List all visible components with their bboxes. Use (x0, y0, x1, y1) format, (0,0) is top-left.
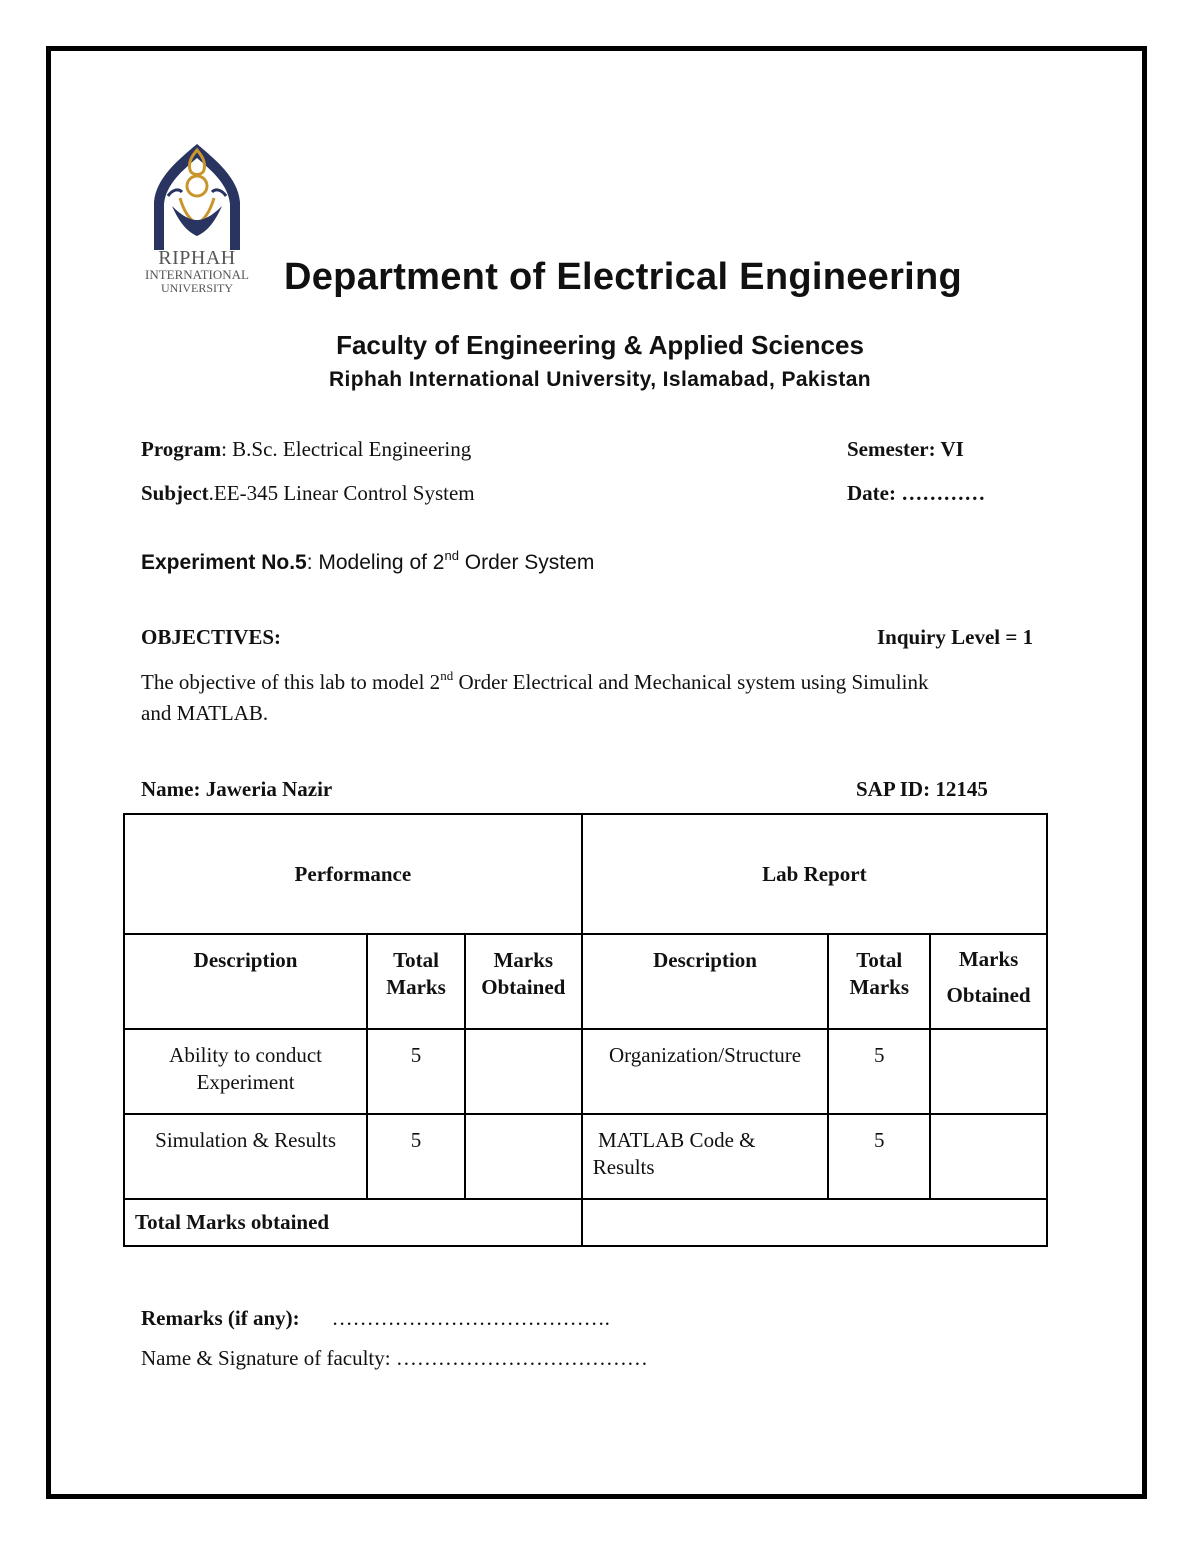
perf-description-header: Description (124, 934, 367, 1029)
lab-report-header: Lab Report (582, 814, 1047, 934)
perf-total-header-line1: Total (393, 948, 439, 972)
perf-description-cell (124, 1029, 367, 1114)
table-row (124, 1114, 1047, 1199)
perf-marks-obtained-cell[interactable] (465, 1114, 582, 1199)
subject-label: Subject (141, 481, 209, 505)
perf-total-header-line2: Marks (386, 975, 446, 999)
experiment-title-sup: nd (444, 548, 459, 563)
performance-header: Performance (124, 814, 582, 934)
perf-total-marks-header (367, 934, 465, 1029)
lab-marks-header-line2: Obtained (946, 983, 1031, 1007)
objectives-line1-sup: nd (440, 668, 454, 683)
experiment-line (141, 548, 595, 575)
lab-total-header-line2: Marks (849, 975, 910, 999)
signature-line (141, 1346, 648, 1371)
marks-table (123, 813, 1048, 1247)
signature-dots[interactable]: ……………………………… (395, 1346, 648, 1370)
objectives-heading: OBJECTIVES: (141, 625, 282, 649)
perf-marks-header-line2: Obtained (481, 975, 566, 999)
university-title: Riphah International University, Islamabad, Pakistan (328, 368, 872, 391)
total-marks-value-cell[interactable] (582, 1199, 1047, 1246)
perf-description-cell: Simulation & Results (124, 1114, 367, 1199)
table-column-header-row (124, 934, 1047, 1029)
table-row (124, 1029, 1047, 1114)
perf-total-cell: 5 (367, 1114, 465, 1199)
perf-marks-obtained-cell[interactable] (465, 1029, 582, 1114)
department-title: Department of Electrical Engineering (284, 256, 963, 298)
subject-value: .EE-345 Linear Control System (208, 481, 475, 505)
semester-label: Semester: VI (847, 437, 964, 461)
lab-total-marks-header (828, 934, 930, 1029)
inquiry-level: Inquiry Level = 1 (877, 625, 1034, 649)
objectives-line1-pre: The objective of this lab to model 2 (141, 670, 441, 694)
logo-text-international: INTERNATIONAL (145, 267, 249, 282)
lab-marks-header-line1: Marks (958, 947, 1019, 971)
student-sap-id: SAP ID: 12145 (856, 777, 988, 801)
perf-total-cell: 5 (367, 1029, 465, 1114)
lab-total-cell: 5 (828, 1114, 930, 1199)
student-name: Name: Jaweria Nazir (141, 777, 333, 801)
table-total-row (124, 1199, 1047, 1246)
lab-description-header: Description (582, 934, 829, 1029)
faculty-title: Faculty of Engineering & Applied Sciences (336, 330, 864, 360)
subject-line (141, 481, 475, 506)
perf-desc-line2: Experiment (196, 1070, 295, 1094)
objectives-text-line1 (141, 670, 928, 695)
perf-marks-obtained-header (465, 934, 582, 1029)
lab-total-header-line1: Total (856, 948, 903, 972)
remarks-dots[interactable]: …………………………………. (331, 1306, 610, 1330)
lab-desc-line1: MATLAB Code & (592, 1128, 756, 1152)
remarks-label: Remarks (if any): (141, 1306, 300, 1330)
perf-marks-header-line1: Marks (493, 948, 554, 972)
lab-description-cell: Organization/Structure (582, 1029, 829, 1114)
objectives-line1-post: Order Electrical and Mechanical system using Simulink (453, 670, 929, 694)
program-line (141, 437, 471, 462)
riphah-logo (138, 140, 256, 300)
experiment-title-post: Order System (458, 551, 595, 574)
lab-description-cell (582, 1114, 829, 1199)
date-label: Date: ………… (847, 481, 986, 505)
remarks-line (141, 1306, 610, 1331)
lab-marks-obtained-cell[interactable] (930, 1029, 1047, 1114)
perf-desc-line1: Ability to conduct (169, 1043, 322, 1067)
lab-marks-obtained-header (930, 934, 1047, 1029)
lab-desc-line2: Results (592, 1155, 655, 1179)
riphah-emblem-icon (138, 140, 256, 252)
program-value: : B.Sc. Electrical Engineering (221, 437, 472, 461)
signature-label: Name & Signature of faculty: (141, 1346, 391, 1370)
experiment-label: Experiment No.5 (141, 551, 307, 574)
experiment-title-pre: : Modeling of 2 (306, 551, 445, 574)
lab-total-cell: 5 (828, 1029, 930, 1114)
logo-text-riphah: RIPHAH (158, 247, 236, 269)
objectives-text-line2: and MATLAB. (141, 701, 269, 725)
program-label: Program (141, 437, 222, 461)
lab-marks-obtained-cell[interactable] (930, 1114, 1047, 1199)
logo-text-university: UNIVERSITY (161, 281, 233, 295)
total-marks-label: Total Marks obtained (124, 1199, 582, 1246)
table-section-header-row (124, 814, 1047, 934)
